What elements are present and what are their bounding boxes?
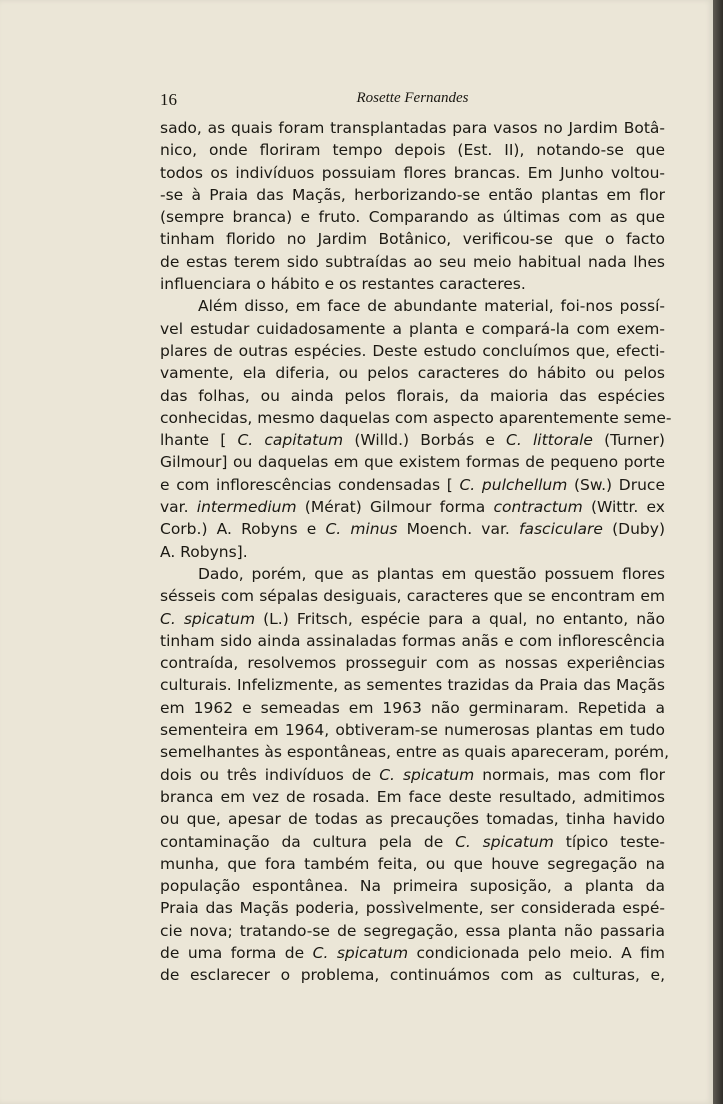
text-segment: influenciara o hábito e os restantes caracteres. [160, 275, 526, 294]
text-segment: semelhantes às espontâneas, entre as quais apareceram, porém, [160, 743, 670, 762]
text-segment: Gilmour] ou daquelas em que existem formas de pequeno porte [160, 453, 665, 472]
text-line [160, 340, 665, 362]
text-line [160, 630, 665, 652]
italic-taxon-name: contractum [493, 498, 583, 517]
text-segment: vel estudar cuidadosamente a planta e compará-la com exem- [160, 319, 665, 338]
text-segment: normais, mas com flor [474, 765, 665, 784]
text-line [160, 786, 665, 808]
text-segment: branca em vez de rosada. Em face deste resultado, admitimos [160, 787, 665, 806]
text-line [160, 518, 665, 540]
text-line [160, 139, 665, 161]
text-segment: todos os indivíduos possuiam flores brancas. Em Junho voltou- [160, 163, 665, 182]
text-line [160, 318, 665, 340]
running-head-author: Rosette Fernandes [356, 90, 469, 106]
text-segment: nico, onde floriram tempo depois (Est. II), notando-se que [160, 141, 665, 160]
text-segment: cie nova; tratando-se de segregação, essa planta não passaria [160, 921, 665, 940]
text-line [160, 251, 665, 273]
text-segment: das folhas, ou ainda pelos florais, da maioria das espécies [160, 386, 665, 405]
italic-taxon-name: C. spicatum [312, 943, 409, 962]
text-segment: (L.) Fritsch, espécie para a qual, no entanto, não [255, 609, 666, 628]
text-segment: tinham sido ainda assinaladas formas anãs e com inflorescência [160, 631, 665, 650]
text-line [160, 875, 665, 897]
text-line [160, 831, 665, 853]
text-segment: ou que, apesar de todas as precauções tomadas, tinha havido [160, 810, 665, 829]
italic-taxon-name: C. littorale [506, 431, 593, 450]
text-line [160, 719, 665, 741]
text-segment: (Turner) [592, 431, 665, 450]
text-line [160, 942, 665, 964]
text-segment: A. Robyns]. [160, 542, 248, 561]
italic-taxon-name: C. pulchellum [459, 475, 568, 494]
text-segment: culturais. Infelizmente, as sementes trazidas da Praia das Maçãs [160, 676, 665, 695]
text-segment: plares de outras espécies. Deste estudo concluímos que, efecti- [160, 341, 665, 360]
italic-taxon-name: C. capitatum [237, 431, 344, 450]
text-segment: sado, as quais foram transplantadas para vasos no Jardim Botâ- [160, 119, 665, 137]
text-line [160, 184, 665, 206]
text-segment: contraída, resolvemos prosseguir com as nossas experiências [160, 654, 665, 673]
text-line [160, 407, 672, 429]
text-segment: (Mérat) Gilmour forma [296, 498, 494, 517]
text-segment: Praia das Maçãs poderia, possìvelmente, ser considerada espé- [160, 899, 665, 918]
text-line [160, 273, 665, 295]
text-line [160, 764, 665, 786]
paragraph-first-line [160, 295, 665, 317]
text-segment: tinham florido no Jardim Botânico, verificou-se que o facto [160, 230, 665, 249]
text-segment: dois ou três indivíduos de [160, 765, 380, 784]
italic-taxon-name: intermedium [196, 498, 297, 517]
text-segment: sementeira em 1964, obtiveram-se numerosas plantas em tudo [160, 721, 665, 740]
text-segment: população espontânea. Na primeira suposição, a planta da [160, 877, 665, 896]
body-text [160, 117, 672, 987]
text-segment: -se à Praia das Maçãs, herborizando-se então plantas em flor [160, 185, 665, 204]
text-segment: var. [160, 498, 197, 517]
page-header [160, 90, 665, 112]
text-line [160, 362, 665, 384]
text-segment: (sempre branca) e fruto. Comparando as últimas com as que [160, 208, 665, 227]
text-line [160, 608, 665, 630]
text-line [160, 585, 665, 607]
text-line [160, 808, 665, 830]
text-line [160, 429, 665, 451]
text-segment: (Willd.) Borbás e [343, 431, 507, 450]
text-segment: contaminação da cultura pela de [160, 832, 456, 851]
italic-taxon-name: C. spicatum [160, 609, 256, 628]
text-segment: típico teste- [553, 832, 666, 851]
text-segment: vamente, ela diferia, ou pelos caracteres do hábito ou pelos [160, 364, 665, 383]
text-line [160, 920, 665, 942]
text-segment: Dado, porém, que as plantas em questão possuem flores [198, 564, 665, 583]
italic-taxon-name: fasciculare [519, 520, 603, 539]
italic-taxon-name: C. minus [325, 520, 398, 539]
text-line [160, 206, 665, 228]
text-line [160, 652, 665, 674]
text-segment: Corb.) A. Robyns e [160, 520, 326, 539]
text-line [160, 853, 665, 875]
page-number: 16 [160, 90, 177, 109]
text-line [160, 897, 665, 919]
text-segment: (Wittr. ex [582, 498, 665, 517]
text-line [160, 496, 665, 518]
italic-taxon-name: C. spicatum [455, 832, 554, 851]
text-line [160, 541, 665, 563]
text-segment: em 1962 e semeadas em 1963 não germinaram. Repetida a [160, 698, 665, 717]
text-line [160, 162, 665, 184]
text-segment: (Duby) [602, 520, 665, 539]
text-segment: lhante [ [160, 431, 238, 450]
text-segment: e com inflorescências condensadas [ [160, 475, 460, 494]
text-line [160, 674, 665, 696]
text-segment: munha, que fora também feita, ou que houve segregação na [160, 854, 665, 873]
text-segment: condicionada pelo meio. A fim [408, 943, 665, 962]
page-edge-shadow [713, 0, 723, 1104]
text-line [160, 385, 665, 407]
text-line [160, 697, 665, 719]
text-segment: Moench. var. [397, 520, 520, 539]
text-line [160, 228, 665, 250]
text-line [160, 741, 670, 763]
text-segment: de uma forma de [160, 943, 313, 962]
paragraph-first-line [160, 563, 665, 585]
text-line [160, 451, 665, 473]
text-segment: sésseis com sépalas desiguais, caracteres que se encontram em [160, 587, 665, 606]
text-segment: Além disso, em face de abundante material, foi-nos possí- [198, 297, 665, 316]
text-segment: de estas terem sido subtraídas ao seu meio habitual nada lhes [160, 252, 665, 271]
text-line [160, 117, 665, 139]
text-line [160, 964, 665, 986]
text-segment: (Sw.) Druce [567, 475, 665, 494]
italic-taxon-name: C. spicatum [379, 765, 475, 784]
text-segment: de esclarecer o problema, continuámos com as culturas, e, [160, 966, 665, 985]
text-segment: conhecidas, mesmo daquelas com aspecto aparentemente seme- [160, 408, 672, 427]
text-line [160, 474, 665, 496]
